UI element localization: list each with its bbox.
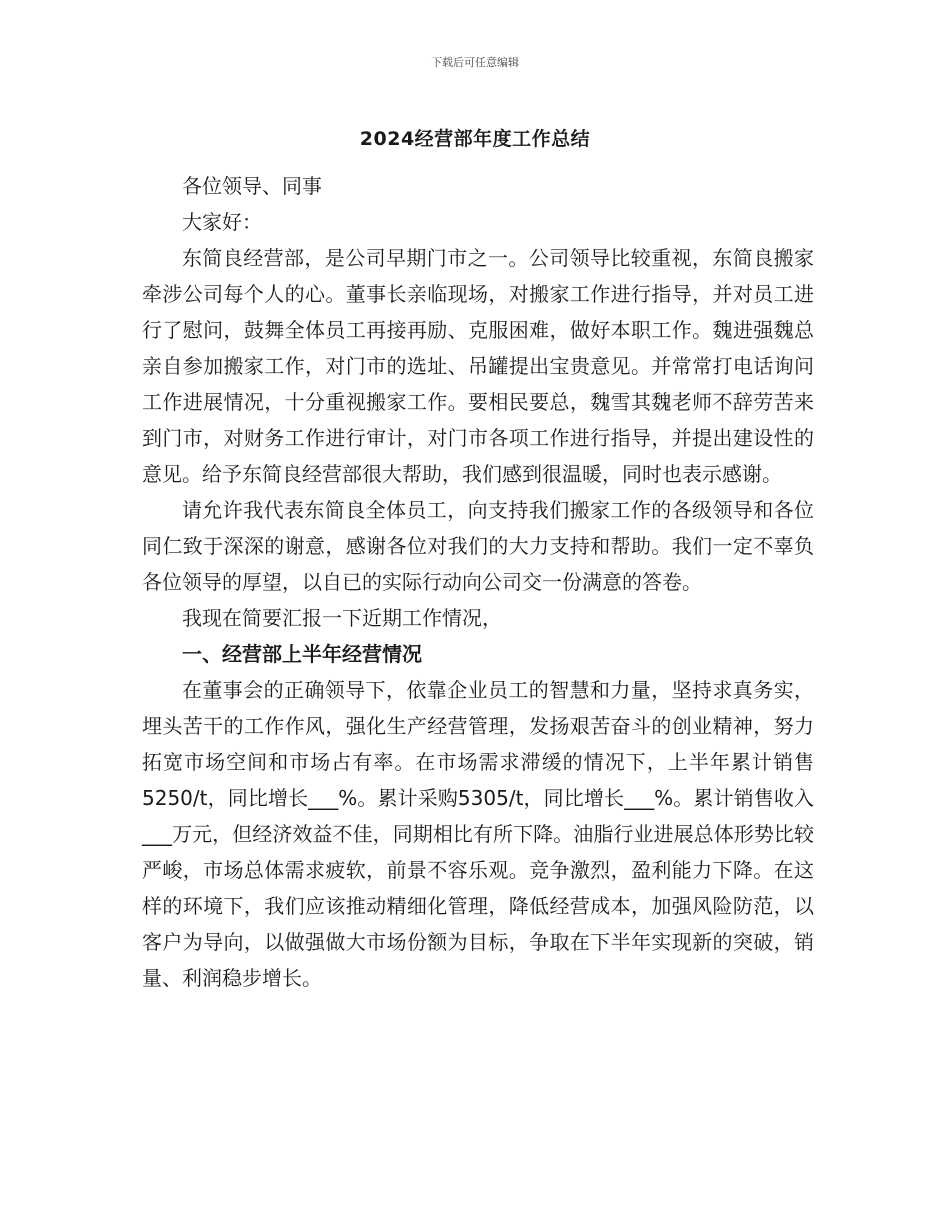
paragraph-intro: 东简良经营部，是公司早期门市之一。公司领导比较重视，东简良搬家牵涉公司每个人的心。董事长亲临现场，对搬家工作进行指导，并对员工进行了慰问，鼓舞全体员工再接再励、克服困难，做好本职工作。魏进强魏总亲自参加搬家工作，对门市的选址、吊罐提出宝贵意见。并常常打电话询问工作进展情况，十分重视搬家工作。要相民要总，魏雪其魏老师不辞劳苦来到门市，对财务工作进行审计，对门市各项工作进行指导，并提出建设性的意见。给予东简良经营部很大帮助，我们感到很温暖，同时也表示感谢。	[142, 246, 814, 486]
paragraph-report-lead: 我现在简要汇报一下近期工作情况，	[182, 606, 502, 630]
paragraph-section1: 在董事会的正确领导下，依靠企业员工的智慧和力量，坚持求真务实，埋头苦干的工作作风，强化生产经营管理，发扬艰苦奋斗的创业精神，努力拓宽市场空间和市场占有率。在市场需求滞缓的情况下，上半年累计销售5250/t，同比增长___%。累计采购5305/t，同比增长___%。累计销售收入___万元，但经济效益不佳，同期相比有所下降。油脂行业进展总体形势比较严峻，市场总体需求疲软，前景不容乐观。竞争激烈，盈利能力下降。在这样的环境下，我们应该推动精细化管理，降低经营成本，加强风险防范，以客户为导向，以做强做大市场份额为目标，争取在下半年实现新的突破，销量、利润稳步增长。	[142, 678, 814, 990]
salutation: 各位领导、同事	[182, 174, 322, 198]
document-title: 2024经营部年度工作总结	[359, 128, 591, 150]
greeting: 大家好：	[182, 210, 262, 234]
paragraph-thanks: 请允许我代表东简良全体员工，向支持我们搬家工作的各级领导和各位同仁致于深深的谢意，感谢各位对我们的大力支持和帮助。我们一定不辜负各位领导的厚望，以自已的实际行动向公司交一份满意的答卷。	[142, 498, 814, 594]
document-body	[142, 168, 814, 996]
header-note: 下载后可任意编辑	[431, 56, 519, 69]
section-heading: 一、经营部上半年经营情况	[182, 642, 422, 666]
